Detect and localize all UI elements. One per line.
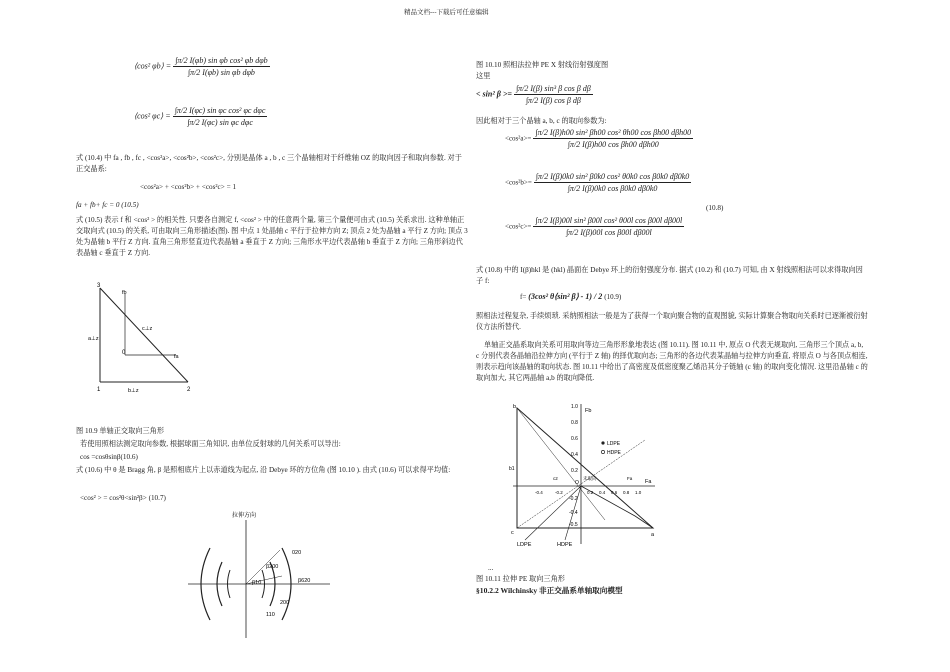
vertex-1-label: 1 bbox=[97, 387, 101, 393]
x-tick-minus-0-2: -0.2 bbox=[555, 490, 563, 495]
tick-0-2: 0.2 bbox=[571, 468, 578, 474]
equation-cos-phi-c bbox=[134, 106, 267, 127]
eq-lhs: f= bbox=[520, 293, 527, 301]
b1-label: b1 bbox=[509, 466, 515, 472]
equation-10-9 bbox=[520, 292, 621, 301]
a-perp-z-label: a⊥z bbox=[88, 336, 99, 342]
x-tick-0-2: 0.2 bbox=[587, 490, 594, 495]
eq-lhs: ⟨cos² φb⟩ = bbox=[134, 61, 172, 71]
equation-number-10-8: (10.8) bbox=[706, 204, 724, 212]
tick-1-0: 1.0 bbox=[571, 404, 578, 410]
ldpe-curve-label: LDPE bbox=[517, 542, 532, 548]
eq-lhs: < sin² β >= bbox=[476, 89, 512, 99]
fb-axis-label: Fb bbox=[585, 408, 592, 414]
label-beta620: β620 bbox=[298, 578, 311, 584]
page-header: 精品文档---下载后可任意编辑 bbox=[404, 9, 489, 16]
equation-10-7: <cos² > = cos²θ<sin²β> (10.7) bbox=[80, 494, 166, 502]
label-beta10: β10 bbox=[252, 580, 262, 586]
numerator: ∫π/2 I(β)h00 sin² βh00 cos² θh00 cos βh00 dβh00 bbox=[535, 128, 692, 137]
ellipsis-text: ... bbox=[488, 564, 494, 572]
eq-lhs: <cos²a>= bbox=[505, 134, 532, 143]
fraction bbox=[173, 56, 270, 77]
paragraph-orientation-triangle: 式 (10.5) 表示 f 和 <cos² > 的相关性. 只要各自测定 f, <cos² > 中的任意两个量, 第三个量便可由式 (10.5) 关系求出. 这种单轴正交取向式 (10.5) 的关系, 可由取向三角形描述(图). 图 中点 1 处晶轴 c 平行于拉伸方向 Z; 顶点 2 处为晶轴 a 平行 Z 方向; 顶点 3 处为晶轴 b 平行 Z 方向. 直角三角形竖直边代表晶轴 a 垂直于 Z 方向; 三角形水平边代表晶轴 b 垂直于 Z 方向; 三角形斜边代表晶轴 c 垂直于 Z 方向. bbox=[76, 216, 468, 257]
x-tick-0-6: 0.6 bbox=[611, 490, 618, 495]
denominator: ∫π/2 I(β) cos β dβ bbox=[525, 96, 581, 105]
x-tick-0-4: 0.4 bbox=[599, 490, 606, 495]
unoriented-label: 未取向 bbox=[583, 476, 597, 481]
paragraph-equilateral-triangle: 单轴正交晶系取向关系可用取向等边三角形形象地表达 (图 10.11). 图 10.11 中, 原点 O 代表无规取向, 三角形三个顶点 a, b, c 分别代表各晶轴沿拉伸方向 (平行于 Z 轴) 的择优取向态; 三角形的各边代表某晶轴与拉伸方向垂直, 将原点 O 与各顶点相连, 则表示趋向该晶轴的取向状态. 图 10.11 中给出了高密度及低密度聚乙烯沿其分子链轴 (c 轴) 的取向变化情况. 这里沿晶轴 c 的取向加大, 其它两晶轴 a,b 的取向降低. bbox=[476, 341, 868, 382]
hdpe-legend-label: HDPE bbox=[607, 450, 621, 456]
vertex-3-label: 3 bbox=[97, 283, 101, 289]
fraction bbox=[533, 128, 693, 149]
numerator: ∫π/2 I(φc) sin φc cos² φc dφc bbox=[174, 106, 266, 115]
figure-10-10-caption: 图 10.10 照相法拉伸 PE X 射线衍射强度图 bbox=[476, 61, 609, 69]
x-tick-minus-0-4: -0.4 bbox=[535, 490, 543, 495]
tick-minus-0-2: -0.2 bbox=[569, 496, 578, 502]
vertex-c-label: c bbox=[511, 530, 514, 536]
equation-cos2-a bbox=[505, 128, 693, 149]
eq-lhs: <cos²c>= bbox=[505, 222, 532, 231]
section-heading-10-2-2: §10.2.2 Wilchinsky 非正交晶系单轴取向模型 bbox=[476, 586, 623, 595]
text-here: 这里 bbox=[476, 72, 491, 80]
vertex-a-label: a bbox=[651, 532, 655, 538]
stretch-direction-label: 拉伸方向 bbox=[232, 513, 257, 519]
label-200: 200 bbox=[280, 600, 290, 606]
x-tick-0-8: 0.8 bbox=[623, 490, 630, 495]
hdpe-legend-marker bbox=[601, 450, 604, 453]
figure-10-11-caption: 图 10.11 拉伸 PE 取向三角形 bbox=[476, 575, 565, 583]
equation-cos2-b bbox=[505, 172, 691, 193]
denominator: ∫π/2 I(β)00l cos β00l dβ00l bbox=[565, 228, 652, 237]
paragraph-orientation-factors: 式 (10.4) 中 fa , fb , fc , <cos²a>, <cos²b>, <cos²c>, 分别是晶体 a , b , c 三个晶轴相对于纤维轴 OZ 的取向因子和取向参数. 对于正交晶系: bbox=[76, 154, 462, 173]
fraction bbox=[514, 84, 593, 105]
hdpe-curve-label: HDPE bbox=[557, 542, 573, 548]
figure-10-11-pe-orientation-triangle bbox=[505, 400, 665, 548]
paragraph-three-axes: 因此相对于三个晶轴 a, b, c 的取向参数为: bbox=[476, 117, 607, 125]
denominator: ∫π/2 I(β)h00 cos βh00 dβh00 bbox=[567, 140, 659, 149]
eq-body: (3cos² θ⟨sin² β⟩ - 1) / 2 bbox=[528, 292, 603, 301]
eq-number: (10.9) bbox=[604, 293, 622, 301]
paragraph-photo-method-complex: 照相法过程复杂, 手续烦琐. 采纳照相法一般是为了获得一个取向聚合物的直观图貌, 实际计算聚合物取向关系时已逐渐被衍射仪方法所替代. bbox=[476, 312, 868, 331]
origin-label: 0 bbox=[122, 350, 126, 356]
equation-cos-phi-b bbox=[134, 56, 270, 77]
fraction bbox=[173, 106, 268, 127]
tick-0-6: 0.6 bbox=[571, 436, 578, 442]
fa-axis-label: fa bbox=[174, 354, 179, 360]
x-tick-1-0: 1.0 bbox=[635, 490, 642, 495]
denominator: ∫π/2 I(φb) sin φb dφb bbox=[187, 68, 255, 77]
fb-axis-label: fb bbox=[122, 290, 127, 296]
label-beta200: β200 bbox=[266, 564, 279, 570]
figure-10-9-orientation-triangle bbox=[88, 280, 203, 398]
numerator: ∫π/2 I(β) sin³ β cos β dβ bbox=[515, 84, 591, 93]
b-perp-z-label: b⊥z bbox=[128, 388, 139, 394]
label-110: 110 bbox=[266, 612, 275, 618]
denominator: ∫π/2 I(φc) sin φc dφc bbox=[187, 118, 253, 127]
vertex-2-label: 2 bbox=[187, 387, 191, 393]
fraction bbox=[533, 216, 684, 237]
ldpe-legend-marker bbox=[601, 441, 604, 444]
numerator: ∫π/2 I(φb) sin φb cos² φb dφb bbox=[175, 56, 268, 65]
equation-sum-cos: <cos²a> + <cos²b> + <cos²c> = 1 bbox=[140, 183, 237, 191]
fa-axis-label: Fa bbox=[645, 479, 652, 485]
ldpe-legend-label: LDPE bbox=[607, 441, 621, 447]
equation-10-5: fa + fb+ fc = 0 (10.5) bbox=[76, 201, 139, 209]
figure-10-10-diffraction-pattern bbox=[180, 508, 340, 640]
equation-cos2-c bbox=[505, 216, 684, 237]
equation-sin2-beta bbox=[476, 84, 593, 105]
figure-10-9-caption: 图 10.9 单轴正交取向三角形 bbox=[76, 427, 165, 435]
fa-secondary-label: Fa bbox=[627, 476, 633, 481]
fraction bbox=[534, 172, 692, 193]
tick-0-4: 0.4 bbox=[571, 452, 578, 458]
paragraph-debye-ring: 式 (10.8) 中的 I(β)hkl 是 (hkl) 晶面在 Debye 环上的衍射强度分布. 据式 (10.2) 和 (10.7) 可知, 由 X 射线照相法可以求得取向因子 f: bbox=[476, 266, 863, 285]
paragraph-bragg-angle: 式 (10.6) 中 θ 是 Bragg 角, β 是照相底片上以赤道线为起点, 沿 Debye 环的方位角 (图 10.10 ). 由式 (10.6) 可以求得平均值: bbox=[76, 466, 451, 474]
c2-label: c2 bbox=[553, 476, 558, 481]
origin-o-label: O bbox=[575, 480, 579, 486]
c-perp-z-label: c⊥z bbox=[142, 326, 153, 332]
vertex-b-label: b bbox=[513, 404, 517, 410]
tick-minus-0-5: -0.5 bbox=[569, 522, 578, 528]
equation-10-6: cos =cosθsinβ(10.6) bbox=[80, 453, 138, 461]
denominator: ∫π/2 I(β)0k0 cos β0k0 dβ0k0 bbox=[567, 184, 658, 193]
eq-lhs: ⟨cos² φc⟩ = bbox=[134, 111, 171, 121]
tick-minus-0-4: -0.4 bbox=[569, 510, 578, 516]
tick-0-8: 0.8 bbox=[571, 420, 578, 426]
label-020: 020 bbox=[292, 550, 302, 556]
paragraph-photo-method: 若使用照相法测定取向参数, 根据球面三角知识, 由单位反射球的几何关系可以导出: bbox=[80, 440, 341, 448]
numerator: ∫π/2 I(β)00l sin² β00l cos² θ00l cos β00l dβ00l bbox=[535, 216, 683, 225]
eq-lhs: <cos²b>= bbox=[505, 178, 532, 187]
numerator: ∫π/2 I(β)0k0 sin² β0k0 cos² θ0k0 cos β0k0 dβ0k0 bbox=[535, 172, 690, 181]
